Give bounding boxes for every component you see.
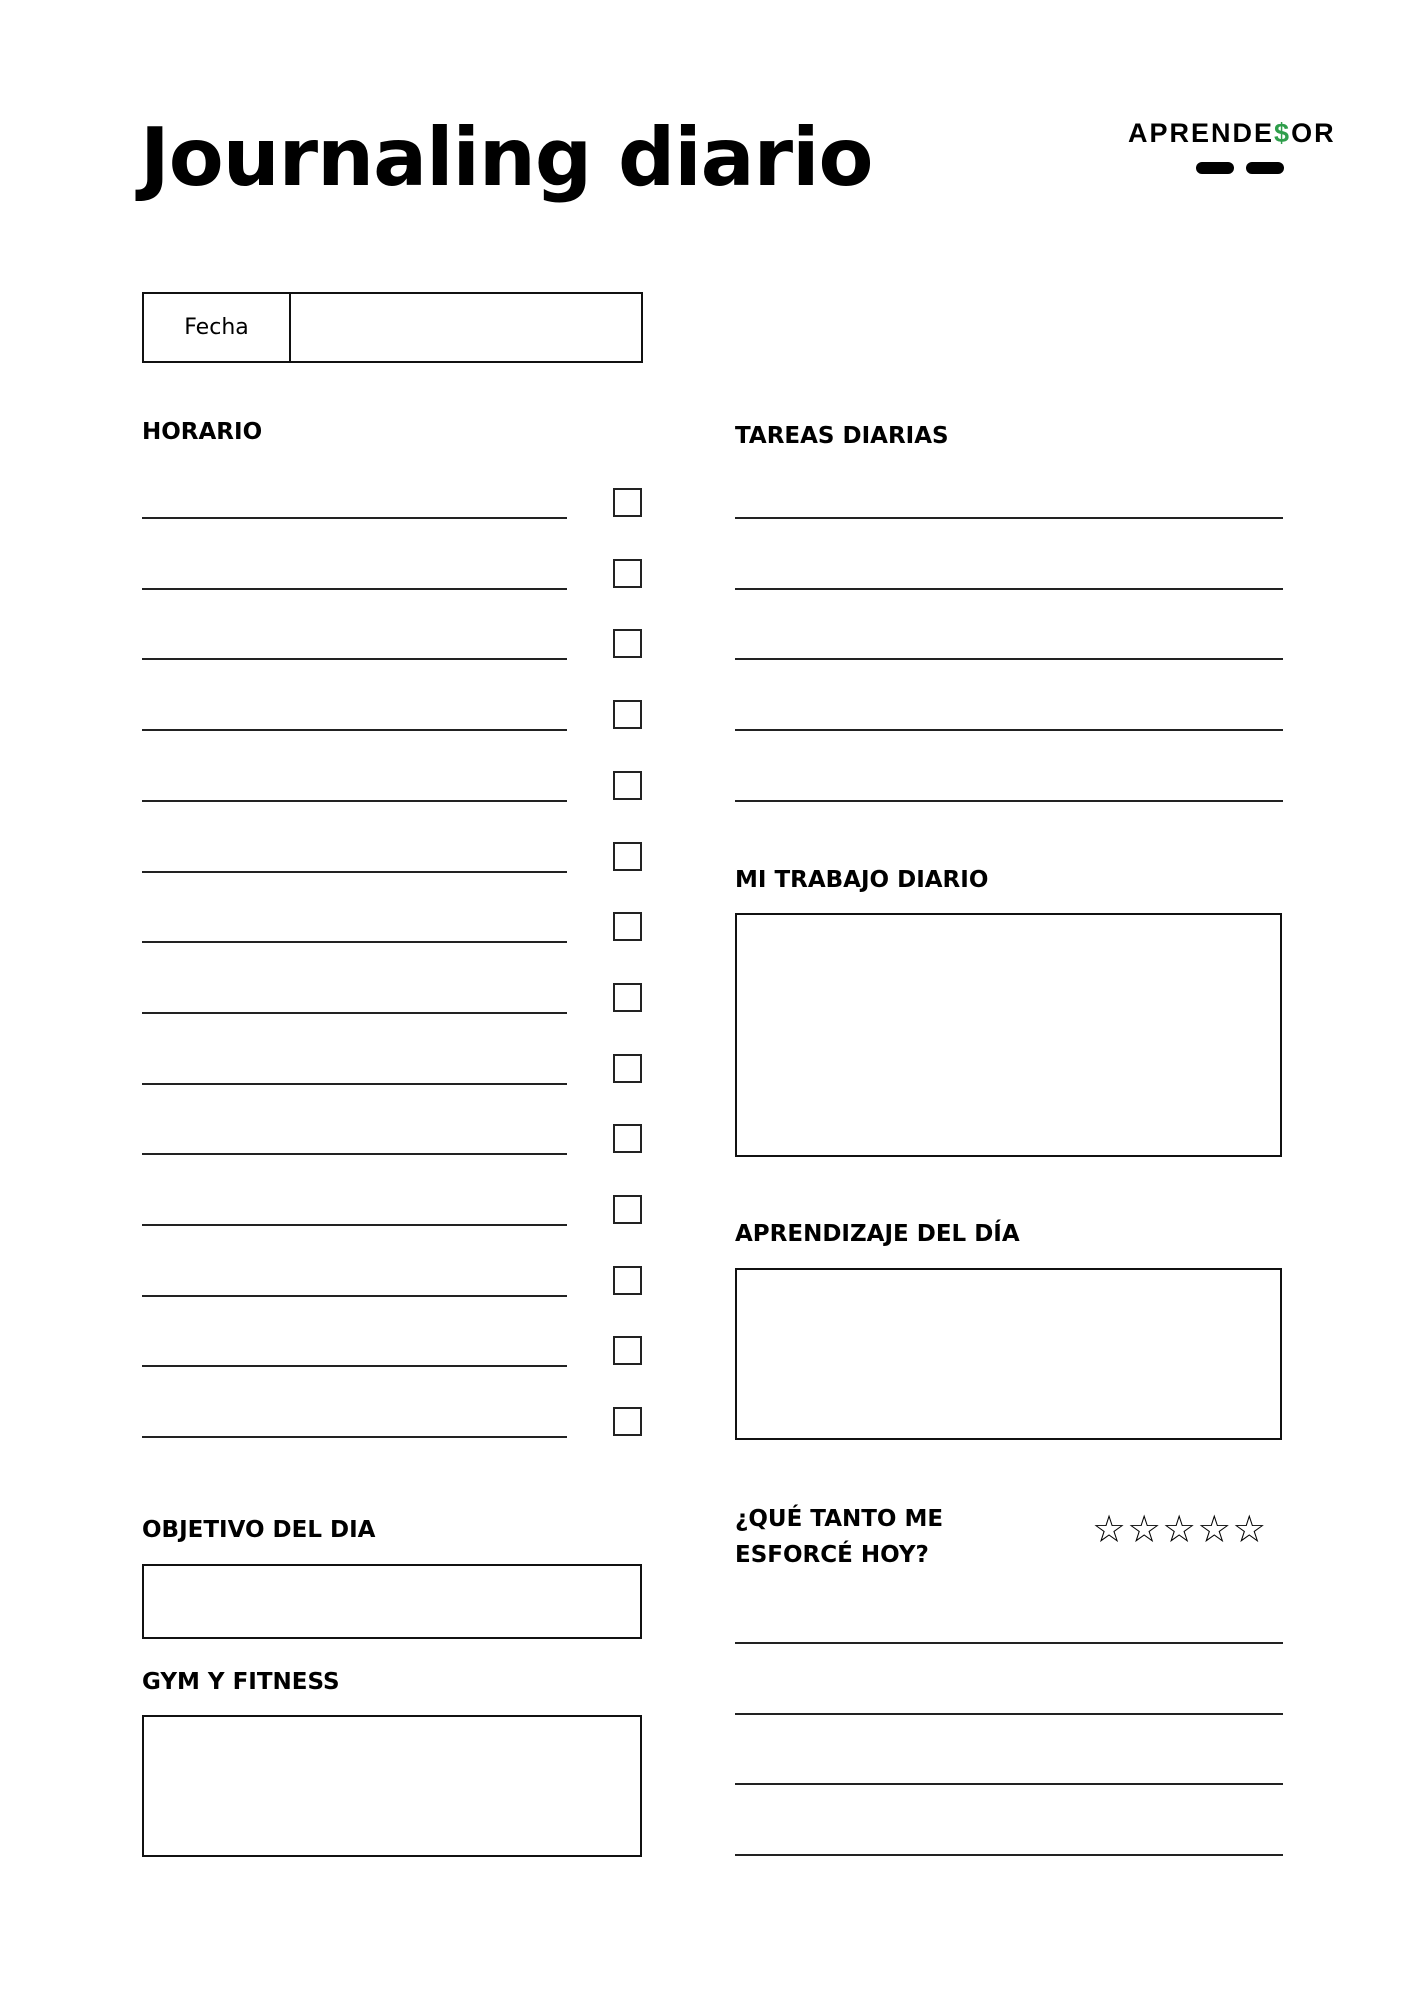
logo-bar-right [1246,162,1284,174]
esfuerzo-line[interactable] [735,1713,1283,1715]
logo-suffix: OR [1291,118,1336,148]
page-title: Journaling diario [140,111,873,204]
horario-checkbox[interactable] [613,629,642,658]
horario-checkbox[interactable] [613,842,642,871]
tareas-heading: TAREAS DIARIAS [735,423,949,449]
aprendizaje-heading: APRENDIZAJE DEL DÍA [735,1221,1020,1247]
gym-heading: GYM Y FITNESS [142,1669,340,1695]
tarea-line[interactable] [735,517,1283,519]
horario-checkbox[interactable] [613,1336,642,1365]
horario-line[interactable] [142,1295,567,1297]
tarea-line[interactable] [735,658,1283,660]
horario-checkbox[interactable] [613,559,642,588]
esfuerzo-line[interactable] [735,1642,1283,1644]
tarea-line[interactable] [735,800,1283,802]
horario-line[interactable] [142,1153,567,1155]
tarea-line[interactable] [735,729,1283,731]
logo-prefix: APRENDE [1128,118,1275,148]
horario-checkbox[interactable] [613,1195,642,1224]
horario-line[interactable] [142,1083,567,1085]
date-field[interactable] [142,292,643,363]
horario-checkbox[interactable] [613,983,642,1012]
date-label: Fecha [144,294,291,361]
trabajo-box[interactable] [735,913,1282,1157]
horario-line[interactable] [142,588,567,590]
esfuerzo-line[interactable] [735,1854,1283,1856]
horario-line[interactable] [142,729,567,731]
horario-checkbox[interactable] [613,1407,642,1436]
horario-checkbox[interactable] [613,700,642,729]
esfuerzo-heading-line1: ¿QUÉ TANTO ME [735,1506,944,1532]
horario-line[interactable] [142,1224,567,1226]
horario-checkbox[interactable] [613,1054,642,1083]
brand-logo [1128,120,1342,180]
objetivo-heading: OBJETIVO DEL DIA [142,1517,376,1543]
logo-bar-left [1196,162,1234,174]
horario-checkbox[interactable] [613,1266,642,1295]
trabajo-heading: MI TRABAJO DIARIO [735,867,989,893]
objetivo-box[interactable] [142,1564,642,1639]
tarea-line[interactable] [735,588,1283,590]
horario-line[interactable] [142,871,567,873]
star-rating[interactable]: ☆☆☆☆☆ [1092,1507,1268,1551]
horario-checkbox[interactable] [613,912,642,941]
horario-line[interactable] [142,658,567,660]
horario-checkbox[interactable] [613,771,642,800]
horario-line[interactable] [142,941,567,943]
horario-checkbox[interactable] [613,1124,642,1153]
horario-line[interactable] [142,1012,567,1014]
esfuerzo-line[interactable] [735,1783,1283,1785]
logo-dollar: $ [1274,118,1292,148]
gym-box[interactable] [142,1715,642,1857]
horario-heading: HORARIO [142,419,263,445]
aprendizaje-box[interactable] [735,1268,1282,1440]
horario-checkbox[interactable] [613,488,642,517]
horario-line[interactable] [142,800,567,802]
logo-text [1128,120,1342,147]
horario-line[interactable] [142,1365,567,1367]
horario-line[interactable] [142,1436,567,1438]
esfuerzo-heading-line2: ESFORCÉ HOY? [735,1542,929,1568]
horario-line[interactable] [142,517,567,519]
